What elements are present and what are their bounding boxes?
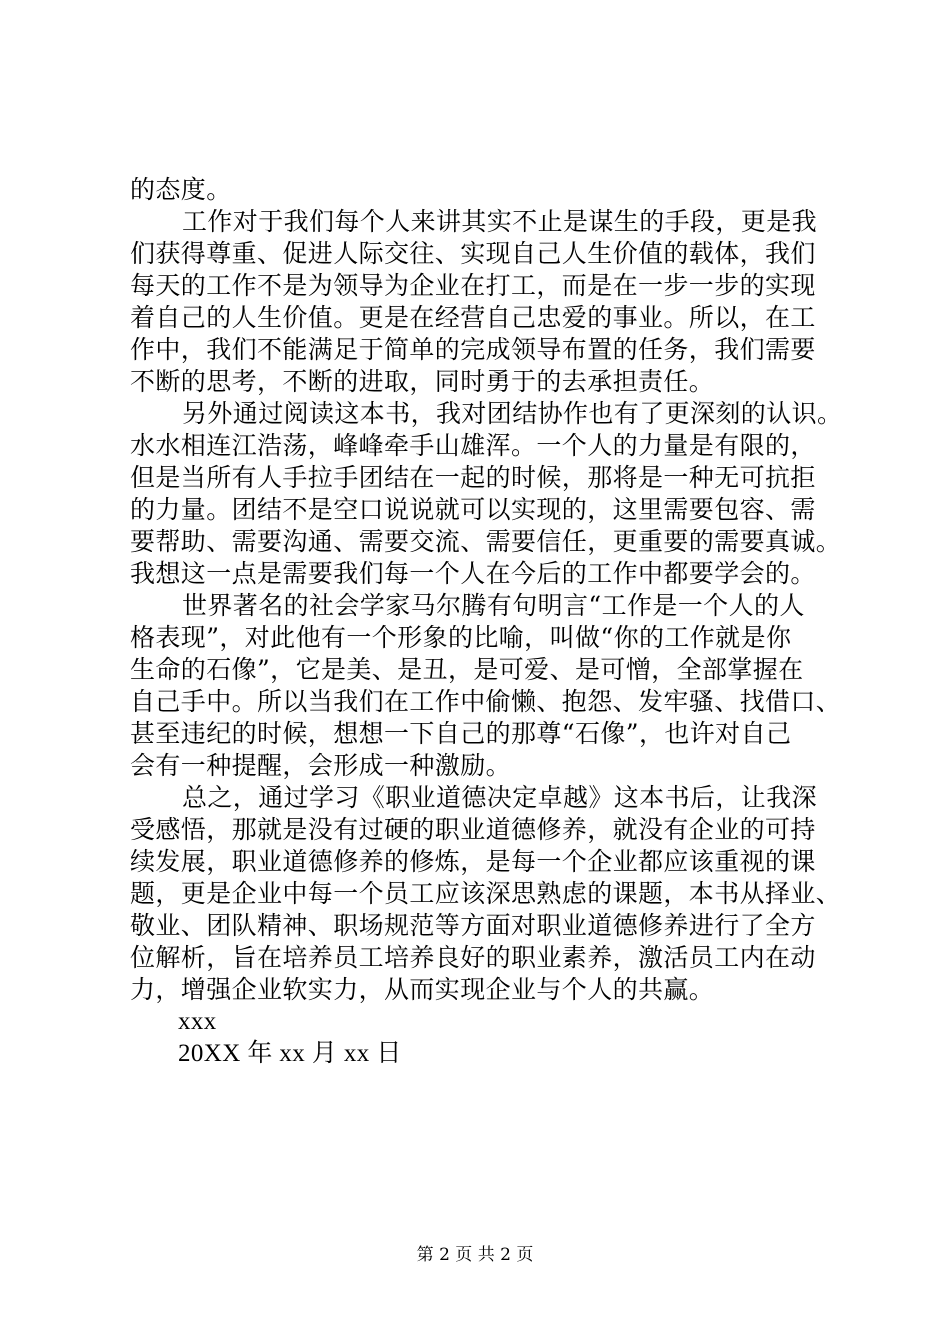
text-line: 但是当所有人手拉手团结在一起的时候，那将是一种无可抗拒 xyxy=(130,463,816,492)
text-line: 们获得尊重、促进人际交往、实现自己人生价值的载体，我们 xyxy=(130,239,816,268)
signature-name: xxx xyxy=(178,1008,217,1035)
page-footer: 第 2 页 共 2 页 xyxy=(416,1245,534,1265)
text-line: 的态度。 xyxy=(130,175,232,204)
text-line: 位解析，旨在培养员工培养良好的职业素养，激活员工内在动 xyxy=(130,943,816,972)
text-line: 甚至违纪的时候，想想一下自己的那尊“石像”，也许对自己 xyxy=(130,719,792,748)
text-line: 续发展，职业道德修养的修炼，是每一个企业都应该重视的课 xyxy=(130,847,816,876)
text-line: 会有一种提醒，会形成一种激励。 xyxy=(130,751,512,780)
signature-date: 20XX 年 xx 月 xx 日 xyxy=(178,1040,402,1067)
text-line: 力，增强企业软实力，从而实现企业与个人的共赢。 xyxy=(130,975,715,1004)
text-line: 世界著名的社会学家马尔腾有句明言“工作是一个人的人 xyxy=(182,591,805,620)
document-body xyxy=(130,174,850,1070)
text-line: 不断的思考，不断的进取，同时勇于的去承担责任。 xyxy=(130,367,715,396)
text-line: 生命的石像”，它是美、是丑，是可爱、是可憎，全部掌握在 xyxy=(130,655,804,684)
text-line: 自己手中。所以当我们在工作中偷懒、抱怨、发牢骚、找借口、 xyxy=(130,687,842,716)
text-line: 敬业、团队精神、职场规范等方面对职业道德修养进行了全方 xyxy=(130,911,816,940)
text-line: 格表现”，对此他有一个形象的比喻，叫做“你的工作就是你 xyxy=(130,623,792,652)
text-line: 总之，通过学习《职业道德决定卓越》这本书后，让我深 xyxy=(182,783,818,812)
text-line: 另外通过阅读这本书，我对团结协作也有了更深刻的认识。 xyxy=(182,399,843,428)
text-line: 受感悟，那就是没有过硬的职业道德修养，就没有企业的可持 xyxy=(130,815,816,844)
text-line: 作中，我们不能满足于简单的完成领导布置的任务，我们需要 xyxy=(130,335,816,364)
text-line: 着自己的人生价值。更是在经营自己忠爱的事业。所以，在工 xyxy=(130,303,816,332)
text-line: 的力量。团结不是空口说说就可以实现的，这里需要包容、需 xyxy=(130,495,816,524)
text-line: 每天的工作不是为领导为企业在打工，而是在一步一步的实现 xyxy=(130,271,816,300)
text-line: 工作对于我们每个人来讲其实不止是谋生的手段，更是我 xyxy=(182,207,818,236)
text-line: 水水相连江浩荡，峰峰牵手山雄浑。一个人的力量是有限的， xyxy=(130,431,816,460)
text-line: 题，更是企业中每一个员工应该深思熟虑的课题，本书从择业、 xyxy=(130,879,842,908)
text-line: 我想这一点是需要我们每一个人在今后的工作中都要学会的。 xyxy=(130,559,816,588)
text-line: 要帮助、需要沟通、需要交流、需要信任，更重要的需要真诚。 xyxy=(130,527,842,556)
